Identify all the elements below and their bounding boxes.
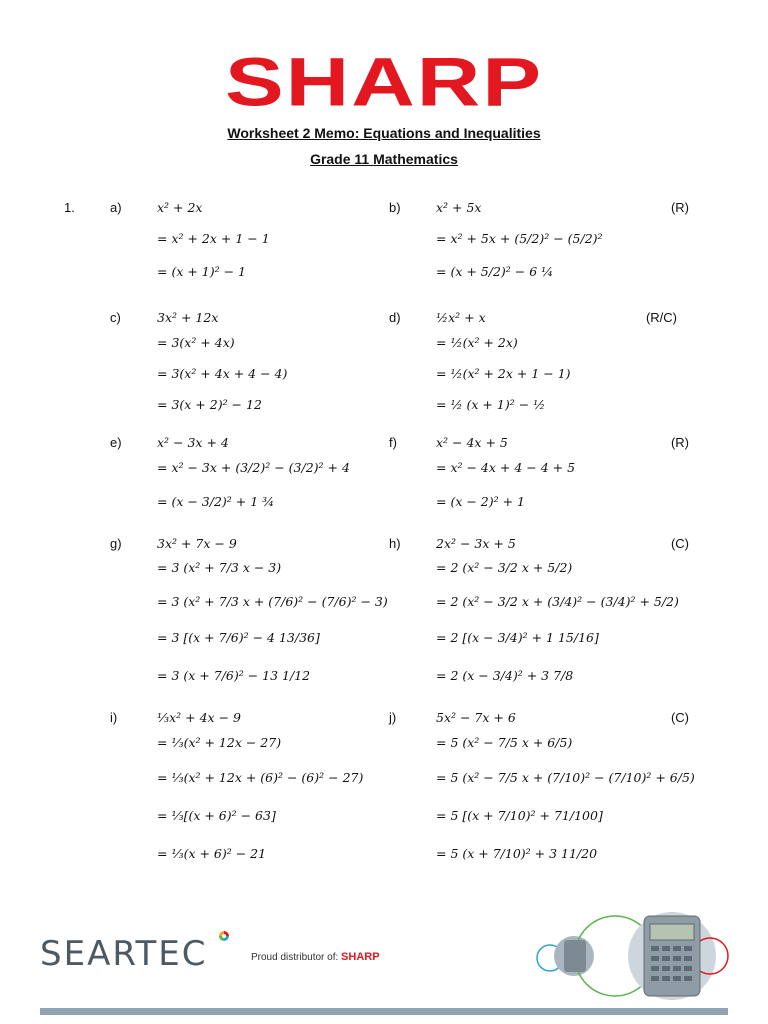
equation-line: = 5 (x + 7/10)² + 3 11/20 [436, 846, 598, 861]
equation-line: = 3 [(x + 7/6)² − 4 13/36] [157, 630, 320, 645]
equation-line: = ⅓[(x + 6)² − 63] [157, 808, 276, 823]
part-letter: i) [110, 710, 118, 725]
equation-line: = x² + 2x + 1 − 1 [157, 231, 270, 246]
part-letter: b) [389, 200, 401, 215]
equation-line: = ½ (x + 1)² − ½ [436, 397, 546, 412]
part-letter: d) [389, 310, 401, 325]
equation-line: 5x² − 7x + 6 [436, 710, 516, 725]
equation-line: x² + 2x [157, 200, 203, 215]
mark-label: (R) [670, 200, 689, 215]
equation-line: ½x² + x [436, 310, 486, 325]
equation-line: = x² − 4x + 4 − 4 + 5 [436, 460, 576, 475]
part-letter: c) [110, 310, 121, 325]
tagline-brand: SHARP [341, 951, 380, 963]
part-letter: g) [110, 536, 122, 551]
equation-line: = ½(x² + 2x) [436, 335, 518, 350]
equation-line: = 5 [(x + 7/10)² + 71/100] [436, 808, 603, 823]
equation-line: = (x − 2)² + 1 [436, 494, 526, 509]
equation-line: = 3 (x + 7/6)² − 13 1/12 [157, 668, 311, 683]
equation-line: 3x² + 12x [157, 310, 219, 325]
equation-line: ⅓x² + 4x − 9 [157, 710, 241, 725]
equation-line: x² − 3x + 4 [157, 435, 229, 450]
equation-line: = 3(x² + 4x + 4 − 4) [157, 366, 288, 381]
part-letter: j) [389, 710, 397, 725]
equation-line: = 2 (x² − 3/2 x + (3/4)² − (3/4)² + 5/2) [436, 594, 679, 609]
footer-bar [40, 1008, 728, 1015]
equation-line: = 3 (x² + 7/3 x − 3) [157, 560, 282, 575]
equation-line: x² + 5x [436, 200, 482, 215]
equation-line: 3x² + 7x − 9 [157, 536, 237, 551]
distributor-tagline [251, 951, 380, 963]
equation-line: = (x + 5/2)² − 6 ¼ [436, 264, 554, 279]
equation-line: x² − 4x + 5 [436, 435, 508, 450]
equation-line: = (x − 3/2)² + 1 ¾ [157, 494, 275, 509]
mark-label: (R/C) [645, 310, 677, 325]
part-letter: e) [110, 435, 122, 450]
mark-label: (C) [670, 710, 689, 725]
calculator-illustration [530, 910, 730, 1000]
mark-label: (R) [670, 435, 689, 450]
equation-line: = ½(x² + 2x + 1 − 1) [436, 366, 571, 381]
part-letter: a) [110, 200, 122, 215]
sharp-logo: SHARP [224, 43, 544, 121]
equation-line: = 5 (x² − 7/5 x + 6/5) [436, 735, 573, 750]
mark-label: (C) [670, 536, 689, 551]
seartec-logo: SEARTEC [40, 934, 208, 974]
equation-line: = ⅓(x + 6)² − 21 [157, 846, 267, 861]
equation-line: = 2 (x² − 3/2 x + 5/2) [436, 560, 573, 575]
equation-line: = 3 (x² + 7/3 x + (7/6)² − (7/6)² − 3) [157, 594, 388, 609]
worksheet-subtitle: Grade 11 Mathematics [310, 151, 458, 167]
worksheet-title: Worksheet 2 Memo: Equations and Inequalities [227, 125, 541, 141]
equation-line: = 3(x² + 4x) [157, 335, 235, 350]
equation-line: = 3(x + 2)² − 12 [157, 397, 262, 412]
seartec-dot-icon [219, 931, 229, 941]
equation-line: = 2 [(x − 3/4)² + 1 15/16] [436, 630, 599, 645]
tagline-text: Proud distributor of: [251, 952, 339, 963]
equation-line: = ⅓(x² + 12x + (6)² − (6)² − 27) [157, 770, 364, 785]
equation-line: = x² + 5x + (5/2)² − (5/2)² [436, 231, 603, 246]
part-letter: f) [389, 435, 397, 450]
equation-line: = (x + 1)² − 1 [157, 264, 247, 279]
equation-line: = ⅓(x² + 12x − 27) [157, 735, 282, 750]
equation-line: 2x² − 3x + 5 [436, 536, 516, 551]
equation-line: = x² − 3x + (3/2)² − (3/2)² + 4 [157, 460, 350, 475]
part-letter: h) [389, 536, 401, 551]
equation-line: = 5 (x² − 7/5 x + (7/10)² − (7/10)² + 6/5) [436, 770, 695, 785]
question-number: 1. [64, 200, 75, 215]
equation-line: = 2 (x − 3/4)² + 3 7/8 [436, 668, 574, 683]
